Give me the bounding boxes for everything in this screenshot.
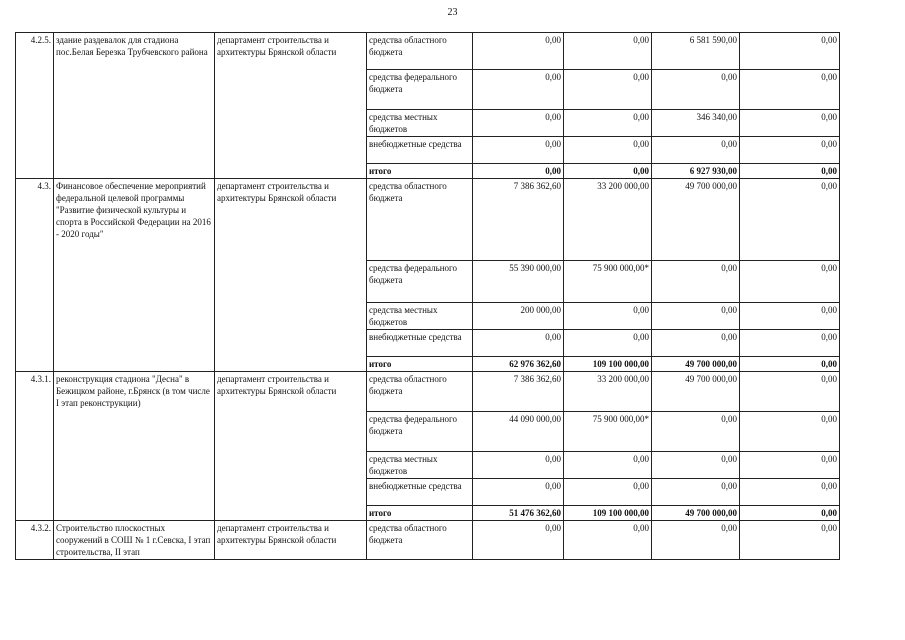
amount-cell: 49 700 000,00: [652, 372, 740, 412]
executor-cell: департамент строительства и архитектуры Брянской области: [215, 521, 367, 560]
amount-cell: 0,00: [652, 412, 740, 452]
amount-cell: 51 476 362,60: [473, 506, 564, 521]
amount-cell: 0,00: [564, 521, 652, 560]
amount-cell: 0,00: [473, 70, 564, 110]
funding-source: средства федерального бюджета: [367, 70, 473, 110]
amount-cell: 0,00: [740, 164, 840, 179]
amount-cell: 0,00: [564, 110, 652, 137]
funding-source: средства областного бюджета: [367, 33, 473, 70]
amount-cell: 0,00: [652, 479, 740, 506]
funding-source: средства областного бюджета: [367, 521, 473, 560]
amount-cell: 0,00: [740, 506, 840, 521]
row-code: 4.2.5.: [16, 33, 54, 179]
amount-cell: 0,00: [564, 452, 652, 479]
funding-source: средства федерального бюджета: [367, 261, 473, 303]
funding-source: средства местных бюджетов: [367, 452, 473, 479]
row-code: 4.3.: [16, 179, 54, 372]
page-number: 23: [447, 7, 458, 18]
amount-cell: 0,00: [564, 303, 652, 330]
table-row: [16, 33, 840, 70]
item-name: Финансовое обеспечение мероприятий федеральной целевой программы "Развитие физической культуры и спорта в Российской Федерации на 2016 - 2020 годы": [54, 179, 215, 372]
amount-cell: 0,00: [473, 33, 564, 70]
table-row: [16, 521, 840, 560]
amount-cell: 0,00: [740, 357, 840, 372]
amount-cell: 49 700 000,00: [652, 357, 740, 372]
row-code: 4.3.1.: [16, 372, 54, 521]
amount-cell: 49 700 000,00: [652, 506, 740, 521]
amount-cell: 0,00: [652, 70, 740, 110]
executor-cell: департамент строительства и архитектуры Брянской области: [215, 372, 367, 521]
amount-cell: 0,00: [740, 303, 840, 330]
item-name: Строительство плоскостных сооружений в СОШ № 1 г.Севска, I этап строительства, II этап: [54, 521, 215, 560]
funding-source: итого: [367, 506, 473, 521]
amount-cell: 49 700 000,00: [652, 179, 740, 261]
funding-source: средства местных бюджетов: [367, 303, 473, 330]
amount-cell: 0,00: [652, 137, 740, 164]
funding-source: средства федерального бюджета: [367, 412, 473, 452]
amount-cell: 0,00: [740, 372, 840, 412]
amount-cell: 0,00: [473, 479, 564, 506]
amount-cell: 0,00: [652, 330, 740, 357]
item-name: реконструкция стадиона "Десна" в Бежицком районе, г.Брянск (в том числе I этап реконструкции): [54, 372, 215, 521]
amount-cell: 0,00: [740, 261, 840, 303]
funding-source: итого: [367, 164, 473, 179]
item-name: здание раздевалок для стадиона пос.Белая Березка Трубчевского района: [54, 33, 215, 179]
amount-cell: 0,00: [740, 179, 840, 261]
table-row: [16, 179, 840, 261]
funding-source: внебюджетные средства: [367, 479, 473, 506]
funding-source: внебюджетные средства: [367, 137, 473, 164]
amount-cell: 33 200 000,00: [564, 372, 652, 412]
amount-cell: 109 100 000,00: [564, 357, 652, 372]
amount-cell: 0,00: [740, 33, 840, 70]
amount-cell: 0,00: [740, 412, 840, 452]
amount-cell: 0,00: [740, 110, 840, 137]
amount-cell: 55 390 000,00: [473, 261, 564, 303]
amount-cell: 0,00: [564, 330, 652, 357]
amount-cell: 75 900 000,00*: [564, 412, 652, 452]
amount-cell: 7 386 362,60: [473, 372, 564, 412]
amount-cell: 0,00: [740, 137, 840, 164]
amount-cell: 0,00: [564, 479, 652, 506]
funding-source: средства областного бюджета: [367, 372, 473, 412]
amount-cell: 200 000,00: [473, 303, 564, 330]
amount-cell: 62 976 362,60: [473, 357, 564, 372]
amount-cell: 33 200 000,00: [564, 179, 652, 261]
amount-cell: 0,00: [473, 452, 564, 479]
row-code: 4.3.2.: [16, 521, 54, 560]
amount-cell: 0,00: [564, 137, 652, 164]
amount-cell: 0,00: [740, 521, 840, 560]
amount-cell: 0,00: [473, 164, 564, 179]
amount-cell: 0,00: [652, 452, 740, 479]
amount-cell: 7 386 362,60: [473, 179, 564, 261]
amount-cell: 0,00: [652, 261, 740, 303]
amount-cell: 6 927 930,00: [652, 164, 740, 179]
amount-cell: 0,00: [564, 164, 652, 179]
amount-cell: 109 100 000,00: [564, 506, 652, 521]
amount-cell: 0,00: [473, 521, 564, 560]
funding-source: итого: [367, 357, 473, 372]
amount-cell: 0,00: [473, 110, 564, 137]
funding-source: средства местных бюджетов: [367, 110, 473, 137]
amount-cell: 0,00: [564, 33, 652, 70]
amount-cell: 0,00: [740, 70, 840, 110]
amount-cell: 0,00: [740, 452, 840, 479]
funding-source: средства областного бюджета: [367, 179, 473, 261]
executor-cell: департамент строительства и архитектуры Брянской области: [215, 179, 367, 372]
executor-cell: департамент строительства и архитектуры Брянской области: [215, 33, 367, 179]
amount-cell: 44 090 000,00: [473, 412, 564, 452]
amount-cell: 0,00: [564, 70, 652, 110]
table-row: [16, 372, 840, 412]
amount-cell: 0,00: [652, 303, 740, 330]
amount-cell: 6 581 590,00: [652, 33, 740, 70]
budget-table: [15, 32, 840, 560]
amount-cell: 0,00: [473, 330, 564, 357]
amount-cell: 0,00: [652, 521, 740, 560]
funding-source: внебюджетные средства: [367, 330, 473, 357]
amount-cell: 0,00: [740, 479, 840, 506]
amount-cell: 0,00: [473, 137, 564, 164]
amount-cell: 75 900 000,00*: [564, 261, 652, 303]
amount-cell: 0,00: [740, 330, 840, 357]
amount-cell: 346 340,00: [652, 110, 740, 137]
